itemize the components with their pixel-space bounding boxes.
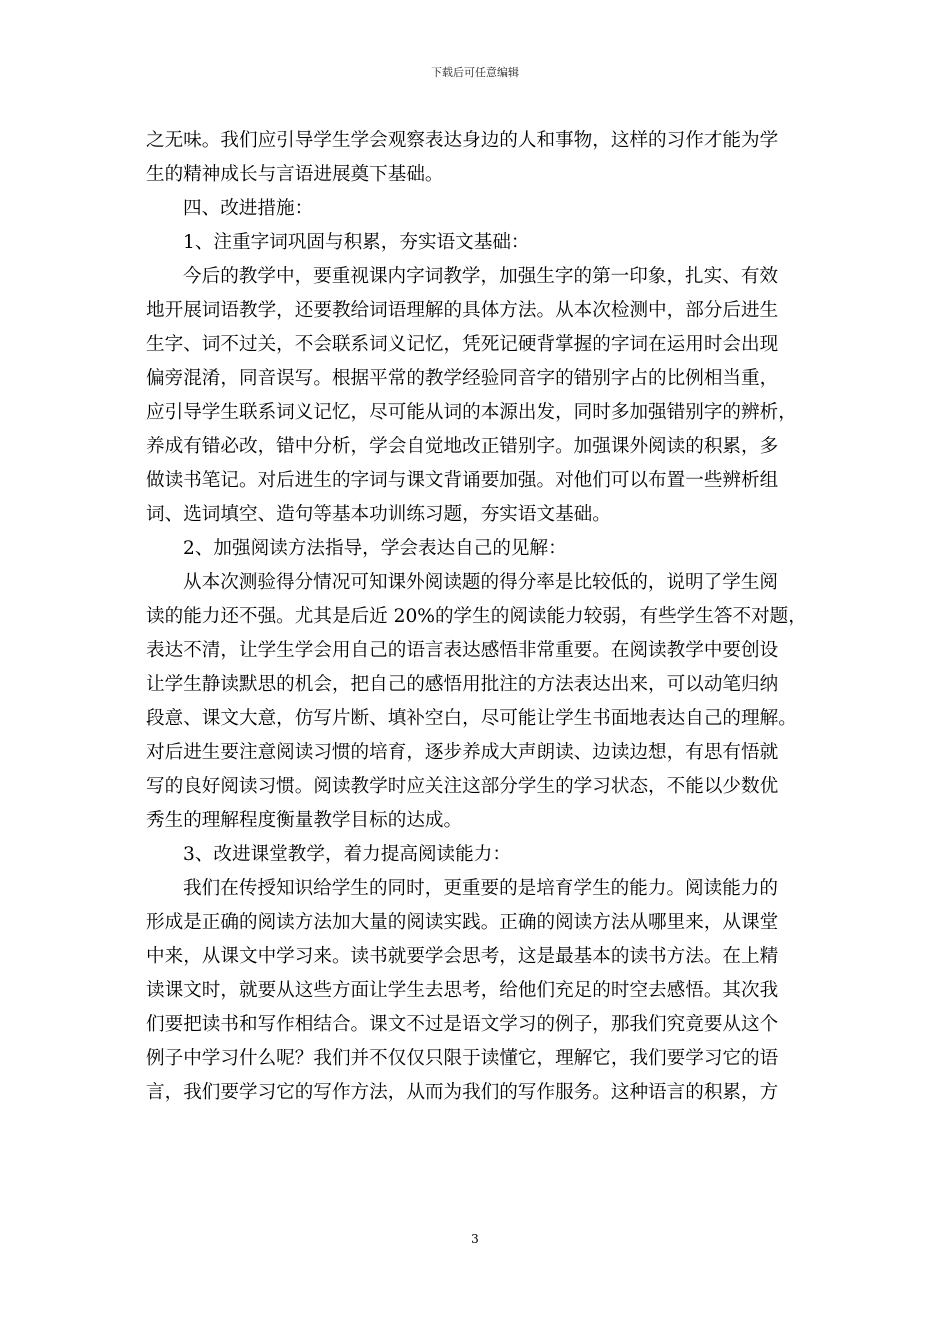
subsection-heading: 3、改进课堂教学，着力提高阅读能力： bbox=[183, 844, 511, 865]
text-line: 词、选词填空、造句等基本功训练习题，夯实语文基础。 bbox=[146, 504, 611, 525]
text-line: 让学生静读默思的机会，把自己的感悟用批注的方法表达出来，可以动笔归纳 bbox=[146, 674, 779, 695]
text-line: 写的良好阅读习惯。阅读教学时应关注这部分学生的学习状态，不能以少数优 bbox=[146, 776, 779, 797]
section-heading: 四、改进措施： bbox=[183, 198, 314, 219]
text-line: 言，我们要学习它的写作方法，从而为我们的写作服务。这种语言的积累，方 bbox=[146, 1082, 779, 1103]
text-line: 养成有错必改，错中分析，学会自觉地改正错别字。加强课外阅读的积累，多 bbox=[146, 436, 779, 457]
text-line: 读的能力还不强。尤其是后近 20%的学生的阅读能力较弱，有些学生答不对题， bbox=[146, 606, 807, 627]
subsection-heading: 1、注重字词巩固与积累，夯实语文基础： bbox=[183, 232, 530, 253]
paragraph-start: 从本次测验得分情况可知课外阅读题的得分率是比较低的，说明了学生阅 bbox=[183, 572, 779, 593]
text-line: 表达不清，让学生学会用自己的语言表达感悟非常重要。在阅读教学中要创设 bbox=[146, 640, 779, 661]
text-line: 做读书笔记。对后进生的字词与课文背诵要加强。对他们可以布置一些辨析组 bbox=[146, 470, 779, 491]
body-text bbox=[146, 124, 810, 1110]
page-number: 3 bbox=[471, 1232, 479, 1246]
text-line: 读课文时，就要从这些方面让学生去思考，给他们充足的时空去感悟。其次我 bbox=[146, 980, 779, 1001]
paragraph-start: 今后的教学中，要重视课内字词教学，加强生字的第一印象，扎实、有效 bbox=[183, 266, 779, 287]
text-line: 地开展词语教学，还要教给词语理解的具体方法。从本次检测中，部分后进生 bbox=[146, 300, 779, 321]
text-line: 中来，从课文中学习来。读书就要学会思考，这是最基本的读书方法。在上精 bbox=[146, 946, 779, 967]
text-line: 生的精神成长与言语进展奠下基础。 bbox=[146, 164, 444, 185]
text-line: 段意、课文大意，仿写片断、填补空白，尽可能让学生书面地表达自己的理解。 bbox=[146, 708, 797, 729]
text-line: 例子中学习什么呢？我们并不仅仅只限于读懂它，理解它，我们要学习它的语 bbox=[146, 1048, 779, 1069]
text-line: 生字、词不过关，不会联系词义记忆，凭死记硬背掌握的字词在运用时会出现 bbox=[146, 334, 779, 355]
text-line: 秀生的理解程度衡量教学目标的达成。 bbox=[146, 810, 463, 831]
text-line: 应引导学生联系词义记忆，尽可能从词的本源出发，同时多加强错别字的辨析， bbox=[146, 402, 797, 423]
text-line: 对后进生要注意阅读习惯的培育，逐步养成大声朗读、边读边想，有思有悟就 bbox=[146, 742, 779, 763]
text-line: 们要把读书和写作相结合。课文不过是语文学习的例子，那我们究竟要从这个 bbox=[146, 1014, 779, 1035]
header-note: 下载后可任意编辑 bbox=[431, 66, 519, 79]
text-line: 偏旁混淆，同音误写。根据平常的教学经验同音字的错别字占的比例相当重， bbox=[146, 368, 779, 389]
paragraph-start: 我们在传授知识给学生的同时，更重要的是培育学生的能力。阅读能力的 bbox=[183, 878, 779, 899]
text-line: 形成是正确的阅读方法加大量的阅读实践。正确的阅读方法从哪里来，从课堂 bbox=[146, 912, 779, 933]
text-line: 之无味。我们应引导学生学会观察表达身边的人和事物，这样的习作才能为学 bbox=[146, 130, 779, 151]
subsection-heading: 2、加强阅读方法指导，学会表达自己的见解： bbox=[183, 538, 567, 559]
